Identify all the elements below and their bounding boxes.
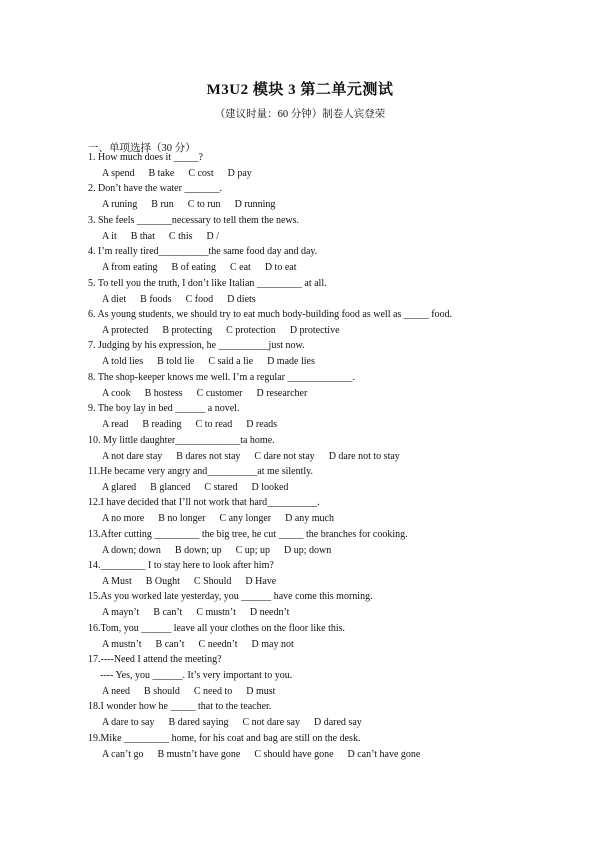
answer-option: D reads: [246, 419, 278, 431]
question-item: [88, 654, 568, 701]
answer-option: B of eating: [171, 262, 216, 274]
option-row: [102, 513, 348, 524]
answer-option: C to read: [195, 419, 233, 431]
question-stem: 7. Judging by his expression, he __________just now.: [88, 340, 305, 352]
answer-option: A dare to say: [102, 717, 155, 729]
question-item: [88, 278, 568, 309]
answer-option: D protective: [289, 324, 340, 336]
answer-option: A told lies: [102, 356, 144, 368]
question-item: [88, 701, 568, 732]
question-stem: 8. The shop-keeper knows me well. I’m a regular _____________.: [88, 371, 355, 383]
question-stem: 15.As you worked late yesterday, you ______ have come this morning.: [88, 591, 373, 603]
option-row: [102, 451, 414, 462]
answer-option: A need: [102, 686, 131, 698]
question-item: [88, 435, 568, 466]
question-item: [88, 591, 568, 622]
answer-option: B that: [130, 230, 155, 242]
question-item: [88, 215, 568, 246]
answer-option: B can’t: [153, 607, 183, 619]
answer-option: B hostess: [144, 387, 183, 399]
question-stem: 4. I’m really tired__________the same food day and day.: [88, 246, 318, 258]
question-item: [88, 560, 568, 591]
answer-option: D up; down: [284, 544, 332, 556]
answer-option: C eat: [229, 262, 251, 274]
question-stem: 9. The boy lay in bed ______ a novel.: [88, 403, 240, 415]
question-item: [88, 183, 568, 214]
answer-option: A glared: [102, 481, 137, 493]
answer-option: A Must: [102, 576, 132, 588]
option-row: [102, 639, 308, 650]
answer-option: A from eating: [102, 262, 158, 274]
option-row: [102, 168, 266, 179]
answer-option: C customer: [196, 387, 243, 399]
answer-option: B Ought: [145, 576, 180, 588]
answer-option: D needn’t: [249, 607, 290, 619]
question-stem: 1. How much does it _____?: [88, 152, 203, 163]
question-item: [88, 466, 568, 497]
question-list: [88, 152, 568, 764]
answer-option: B mustn’t have gone: [157, 748, 241, 760]
option-row: [102, 356, 329, 367]
question-stem: 6. As young students, we should try to eat much body-building food as well as _____ food.: [88, 308, 453, 320]
answer-option: B run: [151, 199, 174, 211]
answer-option: C should have gone: [254, 748, 334, 760]
answer-option: A read: [102, 419, 129, 431]
answer-option: B no longer: [158, 513, 206, 525]
question-stem: 12.I have decided that I’ll not work that hard__________.: [88, 497, 320, 509]
answer-option: D can’t have gone: [347, 748, 421, 760]
option-row: [102, 482, 302, 493]
question-stem-reply: ---- Yes, you ______. It’s very important to you.: [100, 670, 293, 682]
answer-option: A can’t go: [102, 748, 144, 760]
answer-option: D may not: [251, 638, 294, 650]
question-item: [88, 309, 568, 340]
answer-option: A protected: [102, 324, 149, 336]
option-row: [102, 388, 321, 399]
answer-option: C need to: [193, 686, 233, 698]
answer-option: B down; up: [174, 544, 222, 556]
answer-option: A no more: [102, 513, 145, 525]
answer-option: A not dare stay: [102, 450, 163, 462]
answer-option: B dares not stay: [176, 450, 241, 462]
answer-option: A it: [102, 230, 117, 242]
question-stem: 19.Mike _________ home, for his coat and bag are still on the desk.: [88, 732, 361, 744]
answer-option: D /: [206, 230, 220, 242]
answer-option: B dared saying: [168, 717, 229, 729]
question-stem: 10. My little daughter_____________ta home.: [88, 434, 275, 446]
question-item: [88, 340, 568, 371]
option-row: [102, 199, 289, 210]
answer-option: C this: [168, 230, 193, 242]
answer-option: D pay: [227, 168, 252, 179]
answer-option: D Have: [245, 576, 277, 588]
section-heading: 一、单项选择（30 分）: [88, 143, 196, 154]
answer-option: B foods: [140, 293, 172, 305]
answer-option: D running: [234, 199, 276, 211]
question-stem: 16.Tom, you ______ leave all your clothes on the floor like this.: [88, 622, 346, 634]
question-item: [88, 529, 568, 560]
answer-option: B glanced: [150, 481, 191, 493]
answer-option: D diets: [227, 293, 256, 305]
question-item: [88, 497, 568, 528]
answer-option: C said a lie: [208, 356, 254, 368]
question-item: [88, 733, 568, 764]
answer-option: A down; down: [102, 544, 161, 556]
option-row: [102, 607, 303, 618]
option-row: [102, 419, 291, 430]
option-row: [102, 749, 434, 760]
option-row: [102, 262, 310, 273]
answer-option: C to run: [187, 199, 221, 211]
answer-option: C cost: [188, 168, 214, 179]
answer-option: D any much: [285, 513, 334, 525]
question-item: [88, 152, 568, 183]
question-item: [88, 372, 568, 403]
option-row: [102, 231, 233, 242]
answer-option: C up; up: [235, 544, 271, 556]
answer-option: B protecting: [162, 324, 213, 336]
answer-option: D must: [246, 686, 276, 698]
answer-option: C protection: [226, 324, 276, 336]
answer-option: B told lie: [157, 356, 195, 368]
answer-option: A mustn’t: [102, 638, 142, 650]
option-row: [102, 717, 376, 728]
question-stem: 2. Don’t have the water _______.: [88, 183, 222, 195]
answer-option: A diet: [102, 293, 127, 305]
page-subtitle: （建议时量：60 分钟）制卷人宾登荣: [214, 109, 386, 120]
answer-option: C Should: [193, 576, 232, 588]
question-item: [88, 623, 568, 654]
question-stem: 18.I wonder how he _____ that to the teacher.: [88, 701, 272, 713]
answer-option: D researcher: [256, 387, 308, 399]
option-row: [102, 686, 289, 697]
answer-option: C food: [185, 293, 214, 305]
answer-option: B take: [148, 168, 175, 179]
page-title: M3U2 模块 3 第二单元测试: [206, 82, 394, 98]
answer-option: D dared say: [314, 717, 362, 729]
question-stem: 13.After cutting _________ the big tree, he cut _____ the branches for cooking.: [88, 528, 408, 540]
answer-option: B reading: [142, 419, 182, 431]
question-stem: 17.----Need I attend the meeting?: [88, 654, 222, 666]
question-stem: 14._________ I to stay here to look after him?: [88, 560, 274, 572]
answer-option: A mayn’t: [102, 607, 140, 619]
question-item: [88, 403, 568, 434]
question-item: [88, 246, 568, 277]
answer-option: C dare not stay: [254, 450, 315, 462]
answer-option: D dare not to stay: [328, 450, 400, 462]
answer-option: C not dare say: [242, 717, 300, 729]
question-stem: 3. She feels _______necessary to tell them the news.: [88, 214, 300, 226]
option-row: [102, 325, 354, 336]
answer-option: D to eat: [264, 262, 297, 274]
answer-option: A cook: [102, 387, 131, 399]
option-row: [102, 545, 345, 556]
answer-option: C any longer: [219, 513, 272, 525]
question-stem: 5. To tell you the truth, I don’t like Italian _________ at all.: [88, 277, 327, 289]
answer-option: C mustn’t: [196, 607, 236, 619]
answer-option: D made lies: [267, 356, 315, 368]
answer-option: B should: [144, 686, 180, 698]
answer-option: A spend: [102, 168, 135, 179]
answer-option: C needn’t: [198, 638, 238, 650]
answer-option: B can’t: [155, 638, 185, 650]
answer-option: D looked: [251, 481, 289, 493]
answer-option: C stared: [204, 481, 238, 493]
option-row: [102, 294, 270, 305]
option-row: [102, 576, 290, 587]
answer-option: A runing: [102, 199, 138, 211]
question-stem: 11.He became very angry and__________at me silently.: [88, 465, 314, 477]
